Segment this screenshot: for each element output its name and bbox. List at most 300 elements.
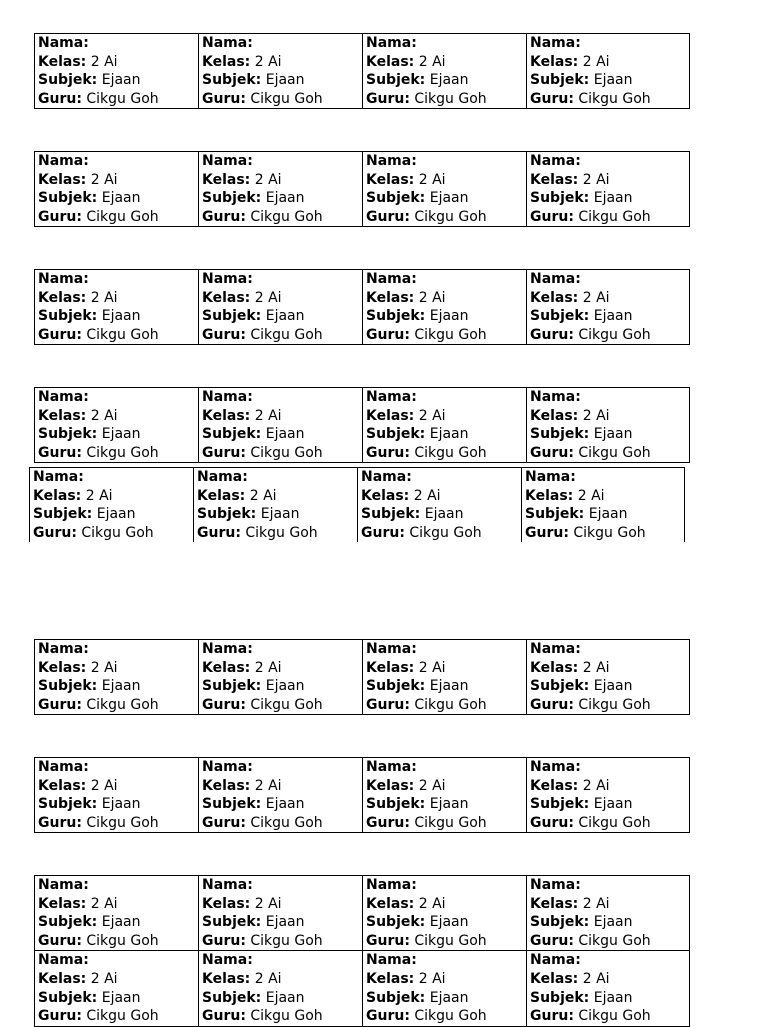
subjek-value: Ejaan [429, 308, 469, 325]
name-label-card [199, 270, 363, 344]
guru-label: Guru: [38, 696, 82, 713]
kelas-value: 2 Ai [254, 289, 282, 306]
label-block [34, 269, 690, 345]
name-label-card [358, 468, 522, 542]
subjek-label: Subjek: [366, 308, 426, 325]
subjek-label: Subjek: [530, 678, 590, 695]
subjek-value: Ejaan [429, 190, 469, 207]
name-label-card [527, 876, 689, 950]
kelas-line [38, 171, 198, 190]
guru-label: Guru: [202, 90, 246, 107]
name-label-card [527, 388, 689, 462]
guru-value: Cikgu Goh [578, 1008, 651, 1025]
guru-line [530, 90, 689, 109]
name-label-card [30, 468, 194, 542]
subjek-line [530, 189, 689, 208]
nama-label: Nama: [525, 469, 576, 485]
nama-line [525, 468, 684, 487]
kelas-line [38, 53, 198, 72]
nama-label: Nama: [202, 389, 253, 405]
subjek-label: Subjek: [202, 308, 262, 325]
nama-line [38, 951, 198, 970]
kelas-line [202, 407, 362, 426]
name-label-card [35, 270, 199, 344]
guru-line [38, 208, 198, 227]
kelas-line [366, 289, 526, 308]
guru-label: Guru: [202, 444, 246, 461]
kelas-value: 2 Ai [418, 895, 446, 912]
subjek-label: Subjek: [525, 506, 585, 523]
kelas-line [38, 289, 198, 308]
nama-line [38, 34, 198, 53]
nama-line [197, 468, 357, 487]
guru-label: Guru: [530, 1008, 574, 1025]
subjek-value: Ejaan [593, 914, 633, 931]
nama-line [202, 152, 362, 171]
guru-line [530, 1007, 689, 1026]
subjek-value: Ejaan [593, 426, 633, 443]
subjek-label: Subjek: [530, 914, 590, 931]
name-label-card [527, 758, 689, 832]
guru-label: Guru: [530, 814, 574, 831]
kelas-line [202, 53, 362, 72]
nama-line [366, 152, 526, 171]
kelas-label: Kelas: [530, 895, 579, 912]
subjek-line [366, 677, 526, 696]
subjek-line [38, 795, 198, 814]
subjek-label: Subjek: [38, 426, 98, 443]
guru-value: Cikgu Goh [245, 524, 318, 541]
guru-label: Guru: [38, 208, 82, 225]
subjek-label: Subjek: [202, 796, 262, 813]
guru-value: Cikgu Goh [578, 444, 651, 461]
guru-label: Guru: [366, 696, 410, 713]
subjek-value: Ejaan [260, 506, 300, 523]
guru-line [530, 208, 689, 227]
subjek-value: Ejaan [265, 308, 305, 325]
guru-value: Cikgu Goh [250, 444, 323, 461]
kelas-label: Kelas: [38, 53, 87, 70]
guru-line [366, 326, 526, 345]
kelas-value: 2 Ai [254, 171, 282, 188]
guru-line [366, 814, 526, 833]
kelas-value: 2 Ai [582, 777, 610, 794]
nama-label: Nama: [33, 469, 84, 485]
kelas-value: 2 Ai [582, 171, 610, 188]
subjek-label: Subjek: [366, 989, 426, 1006]
kelas-label: Kelas: [530, 970, 579, 987]
guru-label: Guru: [33, 524, 77, 541]
subjek-line [366, 189, 526, 208]
guru-line [202, 326, 362, 345]
name-label-card [199, 34, 363, 108]
name-label-card [199, 950, 363, 1025]
subjek-label: Subjek: [202, 72, 262, 89]
name-label-card [363, 34, 527, 108]
name-label-card [363, 758, 527, 832]
subjek-label: Subjek: [366, 914, 426, 931]
guru-line [202, 208, 362, 227]
kelas-value: 2 Ai [85, 487, 113, 504]
name-label-card [194, 468, 358, 542]
kelas-label: Kelas: [202, 895, 251, 912]
guru-line [361, 524, 521, 543]
subjek-line [202, 189, 362, 208]
kelas-line [33, 487, 193, 506]
kelas-line [38, 895, 198, 914]
guru-line [530, 696, 689, 715]
subjek-line [38, 307, 198, 326]
guru-line [366, 208, 526, 227]
subjek-label: Subjek: [202, 426, 262, 443]
subjek-line [366, 307, 526, 326]
subjek-value: Ejaan [96, 506, 136, 523]
kelas-value: 2 Ai [418, 970, 446, 987]
nama-label: Nama: [366, 153, 417, 169]
nama-line [38, 876, 198, 895]
subjek-value: Ejaan [101, 678, 141, 695]
kelas-label: Kelas: [366, 659, 415, 676]
guru-line [530, 814, 689, 833]
name-label-card [35, 152, 199, 226]
kelas-line [530, 777, 689, 796]
guru-label: Guru: [366, 932, 410, 949]
label-block [34, 151, 690, 227]
guru-line [197, 524, 357, 543]
subjek-value: Ejaan [101, 72, 141, 89]
kelas-value: 2 Ai [90, 970, 118, 987]
label-block [34, 33, 690, 109]
guru-label: Guru: [202, 1008, 246, 1025]
guru-value: Cikgu Goh [86, 932, 159, 949]
kelas-value: 2 Ai [254, 895, 282, 912]
nama-line [38, 640, 198, 659]
kelas-value: 2 Ai [90, 407, 118, 424]
kelas-value: 2 Ai [90, 171, 118, 188]
subjek-line [202, 71, 362, 90]
guru-label: Guru: [38, 1008, 82, 1025]
guru-value: Cikgu Goh [414, 444, 487, 461]
kelas-line [202, 289, 362, 308]
nama-line [202, 388, 362, 407]
subjek-value: Ejaan [265, 796, 305, 813]
guru-value: Cikgu Goh [86, 326, 159, 343]
guru-value: Cikgu Goh [81, 524, 154, 541]
kelas-line [361, 487, 521, 506]
nama-line [33, 468, 193, 487]
nama-line [530, 640, 689, 659]
kelas-line [202, 895, 362, 914]
label-block [34, 875, 690, 1027]
nama-line [38, 388, 198, 407]
guru-line [38, 90, 198, 109]
guru-label: Guru: [530, 90, 574, 107]
kelas-line [530, 407, 689, 426]
nama-line [361, 468, 521, 487]
subjek-value: Ejaan [429, 914, 469, 931]
nama-label: Nama: [202, 153, 253, 169]
subjek-line [530, 913, 689, 932]
guru-value: Cikgu Goh [578, 696, 651, 713]
guru-line [202, 696, 362, 715]
kelas-value: 2 Ai [418, 777, 446, 794]
kelas-label: Kelas: [38, 970, 87, 987]
kelas-value: 2 Ai [418, 407, 446, 424]
kelas-value: 2 Ai [254, 407, 282, 424]
guru-value: Cikgu Goh [86, 814, 159, 831]
subjek-line [530, 677, 689, 696]
guru-value: Cikgu Goh [250, 326, 323, 343]
subjek-line [202, 795, 362, 814]
guru-value: Cikgu Goh [414, 814, 487, 831]
kelas-label: Kelas: [530, 659, 579, 676]
name-label-card [35, 950, 199, 1025]
kelas-label: Kelas: [33, 487, 82, 504]
kelas-line [366, 895, 526, 914]
subjek-label: Subjek: [366, 72, 426, 89]
subjek-label: Subjek: [202, 678, 262, 695]
kelas-line [38, 777, 198, 796]
nama-line [202, 640, 362, 659]
name-label-card [199, 640, 363, 714]
guru-line [366, 696, 526, 715]
subjek-value: Ejaan [424, 506, 464, 523]
subjek-line [530, 989, 689, 1008]
kelas-value: 2 Ai [582, 53, 610, 70]
guru-label: Guru: [38, 932, 82, 949]
kelas-label: Kelas: [366, 777, 415, 794]
guru-value: Cikgu Goh [250, 90, 323, 107]
guru-label: Guru: [202, 208, 246, 225]
nama-label: Nama: [366, 759, 417, 775]
nama-label: Nama: [38, 759, 89, 775]
kelas-label: Kelas: [530, 171, 579, 188]
subjek-value: Ejaan [429, 989, 469, 1006]
subjek-label: Subjek: [366, 796, 426, 813]
subjek-line [197, 505, 357, 524]
nama-label: Nama: [38, 271, 89, 287]
guru-label: Guru: [530, 696, 574, 713]
guru-label: Guru: [38, 814, 82, 831]
nama-label: Nama: [38, 35, 89, 51]
label-block [34, 639, 690, 715]
kelas-value: 2 Ai [582, 970, 610, 987]
kelas-line [38, 407, 198, 426]
kelas-label: Kelas: [366, 53, 415, 70]
kelas-value: 2 Ai [418, 53, 446, 70]
kelas-label: Kelas: [197, 487, 246, 504]
subjek-label: Subjek: [202, 989, 262, 1006]
kelas-label: Kelas: [38, 407, 87, 424]
nama-line [202, 758, 362, 777]
name-label-card [527, 270, 689, 344]
name-label-card [35, 34, 199, 108]
subjek-label: Subjek: [530, 796, 590, 813]
subjek-value: Ejaan [593, 989, 633, 1006]
name-label-card [35, 388, 199, 462]
kelas-label: Kelas: [366, 171, 415, 188]
subjek-line [202, 989, 362, 1008]
nama-line [366, 951, 526, 970]
kelas-label: Kelas: [530, 53, 579, 70]
guru-value: Cikgu Goh [86, 696, 159, 713]
kelas-label: Kelas: [530, 289, 579, 306]
name-label-card [527, 34, 689, 108]
subjek-label: Subjek: [361, 506, 421, 523]
nama-label: Nama: [38, 389, 89, 405]
nama-line [202, 876, 362, 895]
subjek-line [366, 795, 526, 814]
guru-label: Guru: [38, 444, 82, 461]
subjek-value: Ejaan [429, 796, 469, 813]
subjek-label: Subjek: [38, 190, 98, 207]
subjek-line [366, 425, 526, 444]
guru-value: Cikgu Goh [86, 90, 159, 107]
nama-label: Nama: [202, 759, 253, 775]
subjek-line [366, 989, 526, 1008]
subjek-line [202, 425, 362, 444]
nama-label: Nama: [366, 641, 417, 657]
guru-label: Guru: [530, 326, 574, 343]
nama-line [202, 34, 362, 53]
guru-line [202, 814, 362, 833]
guru-value: Cikgu Goh [250, 932, 323, 949]
guru-value: Cikgu Goh [414, 326, 487, 343]
nama-label: Nama: [38, 641, 89, 657]
kelas-line [530, 171, 689, 190]
guru-label: Guru: [202, 326, 246, 343]
guru-line [530, 932, 689, 951]
nama-label: Nama: [361, 469, 412, 485]
kelas-line [197, 487, 357, 506]
name-label-card [363, 152, 527, 226]
guru-line [38, 326, 198, 345]
kelas-line [530, 659, 689, 678]
kelas-label: Kelas: [202, 407, 251, 424]
nama-label: Nama: [197, 469, 248, 485]
guru-value: Cikgu Goh [409, 524, 482, 541]
nama-line [530, 388, 689, 407]
subjek-label: Subjek: [530, 72, 590, 89]
kelas-line [530, 289, 689, 308]
nama-label: Nama: [366, 877, 417, 893]
subjek-line [366, 71, 526, 90]
subjek-value: Ejaan [101, 190, 141, 207]
guru-value: Cikgu Goh [578, 208, 651, 225]
guru-line [38, 696, 198, 715]
guru-label: Guru: [202, 814, 246, 831]
nama-label: Nama: [202, 35, 253, 51]
kelas-line [38, 970, 198, 989]
guru-value: Cikgu Goh [250, 208, 323, 225]
kelas-line [525, 487, 684, 506]
subjek-label: Subjek: [197, 506, 257, 523]
guru-label: Guru: [366, 90, 410, 107]
name-label-card [199, 152, 363, 226]
guru-value: Cikgu Goh [573, 524, 646, 541]
kelas-label: Kelas: [530, 407, 579, 424]
subjek-label: Subjek: [530, 426, 590, 443]
subjek-value: Ejaan [429, 678, 469, 695]
nama-line [530, 152, 689, 171]
subjek-line [38, 677, 198, 696]
kelas-value: 2 Ai [90, 289, 118, 306]
kelas-value: 2 Ai [254, 53, 282, 70]
kelas-line [366, 53, 526, 72]
guru-value: Cikgu Goh [250, 696, 323, 713]
guru-value: Cikgu Goh [578, 814, 651, 831]
nama-label: Nama: [38, 952, 89, 969]
nama-line [202, 951, 362, 970]
subjek-line [38, 71, 198, 90]
name-label-card [199, 758, 363, 832]
guru-line [202, 90, 362, 109]
kelas-label: Kelas: [38, 289, 87, 306]
name-label-card [522, 468, 684, 542]
kelas-label: Kelas: [361, 487, 410, 504]
guru-line [530, 326, 689, 345]
nama-label: Nama: [38, 877, 89, 893]
guru-label: Guru: [530, 444, 574, 461]
nama-label: Nama: [202, 877, 253, 893]
nama-line [38, 270, 198, 289]
guru-label: Guru: [366, 208, 410, 225]
guru-line [38, 444, 198, 463]
guru-value: Cikgu Goh [578, 90, 651, 107]
subjek-value: Ejaan [265, 426, 305, 443]
nama-label: Nama: [38, 153, 89, 169]
guru-value: Cikgu Goh [578, 326, 651, 343]
kelas-line [530, 53, 689, 72]
guru-value: Cikgu Goh [86, 208, 159, 225]
subjek-line [366, 913, 526, 932]
guru-value: Cikgu Goh [414, 90, 487, 107]
kelas-line [366, 777, 526, 796]
subjek-label: Subjek: [38, 678, 98, 695]
kelas-line [530, 895, 689, 914]
guru-line [525, 524, 684, 543]
subjek-label: Subjek: [530, 989, 590, 1006]
subjek-value: Ejaan [593, 308, 633, 325]
name-label-card [35, 876, 199, 950]
subjek-value: Ejaan [588, 506, 628, 523]
nama-line [202, 270, 362, 289]
nama-line [366, 758, 526, 777]
nama-line [530, 758, 689, 777]
subjek-line [530, 71, 689, 90]
guru-label: Guru: [366, 444, 410, 461]
subjek-value: Ejaan [593, 72, 633, 89]
subjek-label: Subjek: [366, 678, 426, 695]
subjek-line [38, 425, 198, 444]
guru-line [366, 932, 526, 951]
kelas-label: Kelas: [202, 659, 251, 676]
kelas-line [202, 171, 362, 190]
kelas-value: 2 Ai [254, 777, 282, 794]
kelas-line [38, 659, 198, 678]
name-label-card [363, 876, 527, 950]
guru-line [38, 1007, 198, 1026]
subjek-label: Subjek: [38, 796, 98, 813]
kelas-value: 2 Ai [582, 895, 610, 912]
subjek-value: Ejaan [593, 190, 633, 207]
subjek-line [38, 989, 198, 1008]
kelas-line [366, 407, 526, 426]
kelas-line [202, 970, 362, 989]
kelas-value: 2 Ai [577, 487, 605, 504]
guru-line [366, 444, 526, 463]
guru-line [38, 932, 198, 951]
